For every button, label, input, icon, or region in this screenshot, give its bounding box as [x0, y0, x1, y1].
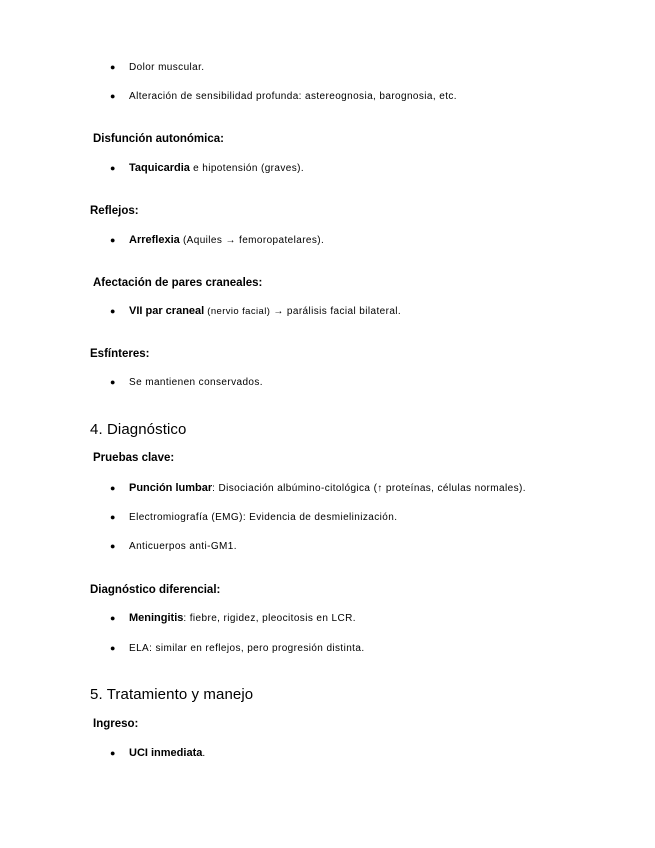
list-item-text: Se mantienen conservados. — [129, 377, 263, 388]
list-item-text: Alteración de sensibilidad profunda: astereognosia, barognosia, etc. — [129, 91, 457, 102]
list-item-text: e hipotensión (graves). — [189, 163, 305, 174]
list-item — [110, 482, 526, 494]
subheading-reflexes: Reflejos: — [90, 205, 139, 217]
bullet-icon: ● — [110, 306, 116, 316]
subheading-differential: Diagnóstico diferencial: — [90, 584, 221, 596]
list-item-text: Anticuerpos anti-GM1. — [129, 541, 237, 552]
bullet-icon: ● — [110, 613, 116, 623]
bullet-icon: ● — [110, 541, 116, 551]
list-item-bold: Meningitis — [129, 612, 184, 624]
bullet-icon: ● — [110, 163, 116, 173]
subheading-admission: Ingreso: — [93, 718, 139, 730]
subheading-sphincters: Esfínteres: — [90, 348, 150, 360]
list-item-bold: UCI inmediata — [129, 747, 203, 759]
list-item-text: . — [202, 748, 206, 759]
heading-diagnosis: 4. Diagnóstico — [90, 421, 187, 438]
list-item-bold: VII par craneal — [129, 305, 205, 317]
list-item — [110, 541, 237, 552]
list-item — [110, 747, 206, 759]
bullet-icon: ● — [110, 512, 116, 522]
bullet-icon: ● — [110, 62, 116, 72]
list-item — [110, 512, 397, 523]
list-item — [110, 234, 324, 246]
list-item-text: ELA: similar en reflejos, pero progresión distinta. — [129, 643, 365, 654]
heading-treatment: 5. Tratamiento y manejo — [90, 686, 254, 703]
bullet-icon: ● — [110, 483, 116, 493]
bullet-icon: ● — [110, 643, 116, 653]
list-item-text: : Disociación albúmino-citológica (↑ proteínas, células normales). — [212, 483, 526, 494]
list-item-bold: Punción lumbar — [129, 482, 213, 494]
list-item-text: → parálisis facial bilateral. — [273, 306, 402, 317]
subheading-key-tests: Pruebas clave: — [93, 452, 175, 464]
list-item — [110, 305, 401, 317]
list-item — [110, 62, 204, 73]
list-item — [110, 612, 356, 624]
list-item-text: (Aquiles → femoropatelares). — [179, 235, 325, 246]
bullet-icon: ● — [110, 235, 116, 245]
list-item — [110, 643, 365, 654]
list-item-bold: Arreflexia — [129, 234, 180, 246]
subheading-cranial: Afectación de pares craneales: — [93, 277, 263, 289]
bullet-icon: ● — [110, 377, 116, 387]
list-item-bold: Taquicardia — [129, 162, 190, 174]
list-item — [110, 162, 304, 174]
bullet-icon: ● — [110, 748, 116, 758]
list-item-text: : fiebre, rigidez, pleocitosis en LCR. — [183, 613, 356, 624]
list-item — [110, 91, 457, 102]
list-item-text: Electromiografía (EMG): Evidencia de desmielinización. — [129, 512, 398, 523]
subheading-autonomic: Disfunción autonómica: — [93, 133, 224, 145]
list-item-text: Dolor muscular. — [129, 62, 205, 73]
list-item-text: (nervio facial) — [204, 306, 274, 317]
list-item — [110, 377, 263, 388]
bullet-icon: ● — [110, 91, 116, 101]
